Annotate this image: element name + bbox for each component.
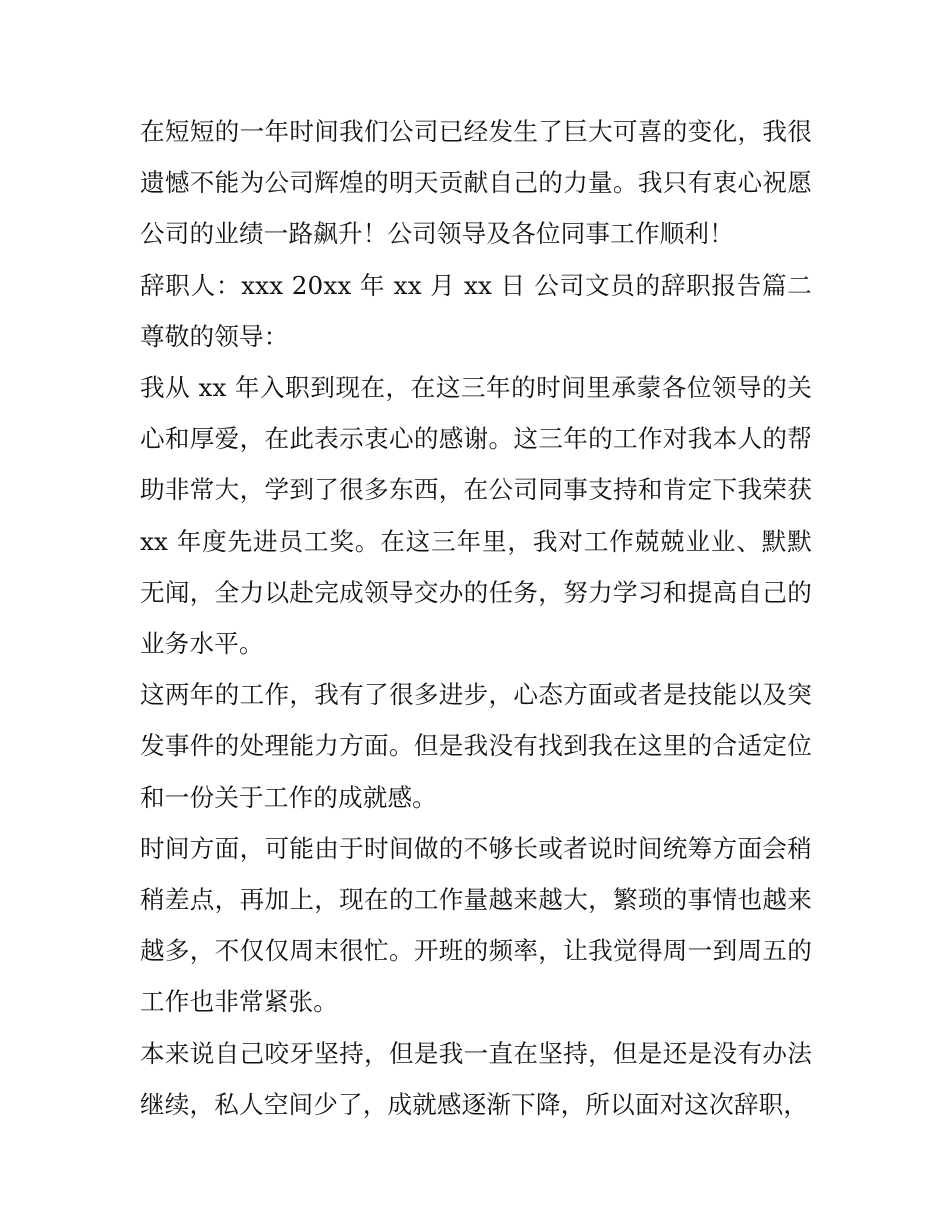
paragraph-gratitude: 我从 xx 年入职到现在，在这三年的时间里承蒙各位领导的关心和厚爱，在此表示衷心的感谢。这三年的工作对我本人的帮助非常大，学到了很多东西，在公司同事支持和肯定下我荣获 xx 年度先进员工奖。在这三年里，我对工作兢兢业业、默默无闻，全力以赴完成领导交办的任务，努力学习和提高自己的业务水平。 — [140, 373, 812, 659]
paragraph-signature-and-heading: 辞职人：xxx 20xx 年 xx 月 xx 日 公司文员的辞职报告篇二 尊敬的领导： — [140, 270, 812, 351]
document-body — [140, 106, 812, 1130]
paragraph-workload: 时间方面，可能由于时间做的不够长或者说时间统筹方面会稍稍差点，再加上，现在的工作量越来越大，繁琐的事情也越来越多，不仅仅周末很忙。开班的频率，让我觉得周一到周五的工作也非常紧张。 — [140, 833, 812, 1017]
paragraph-persistence: 本来说自己咬牙坚持，但是我一直在坚持，但是还是没有办法继续，私人空间少了，成就感逐渐下降，所以面对这次辞职， — [140, 1038, 812, 1119]
paragraph-closing-wishes: 在短短的一年时间我们公司已经发生了巨大可喜的变化，我很遗憾不能为公司辉煌的明天贡献自己的力量。我只有衷心祝愿公司的业绩一路飙升！公司领导及各位同事工作顺利！ — [140, 117, 812, 249]
paragraph-progress: 这两年的工作，我有了很多进步，心态方面或者是技能以及突发事件的处理能力方面。但是我没有找到我在这里的合适定位和一份关于工作的成就感。 — [140, 680, 812, 812]
